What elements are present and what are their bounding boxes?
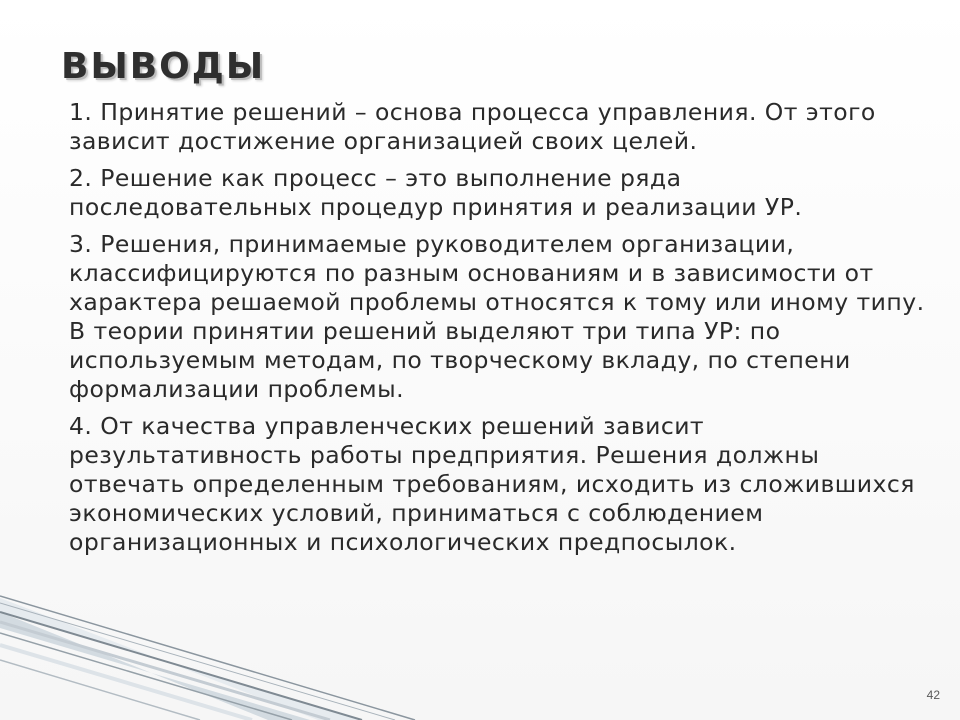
- conclusion-item-4: 4. От качества управленческих решений зависит результативность работы предприятия. Решения должны отвечать определенным требованиям, исходить из сложившихся экономических условий, приниматься с соблюдением организационных и психологических предпосылок.: [69, 412, 915, 556]
- conclusion-item-3: 3. Решения, принимаемые руководителем организации, классифицируются по разным основаниям и в зависимости от характера решаемой проблемы относятся к тому или иному типу. В теории принятии решений выделяют три типа УР: по используемым методам, по творческому вкладу, по степени формализации проблемы.: [69, 230, 925, 403]
- slide-title: ВЫВОДЫ: [61, 46, 266, 87]
- conclusion-item-2: 2. Решение как процесс – это выполнение ряда последовательных процедур принятия и реализации УР.: [69, 164, 803, 221]
- page-number: 42: [926, 688, 940, 702]
- conclusions-list: [69, 98, 927, 565]
- conclusion-item-1: 1. Принятие решений – основа процесса управления. От этого зависит достижение организацией своих целей.: [69, 98, 876, 155]
